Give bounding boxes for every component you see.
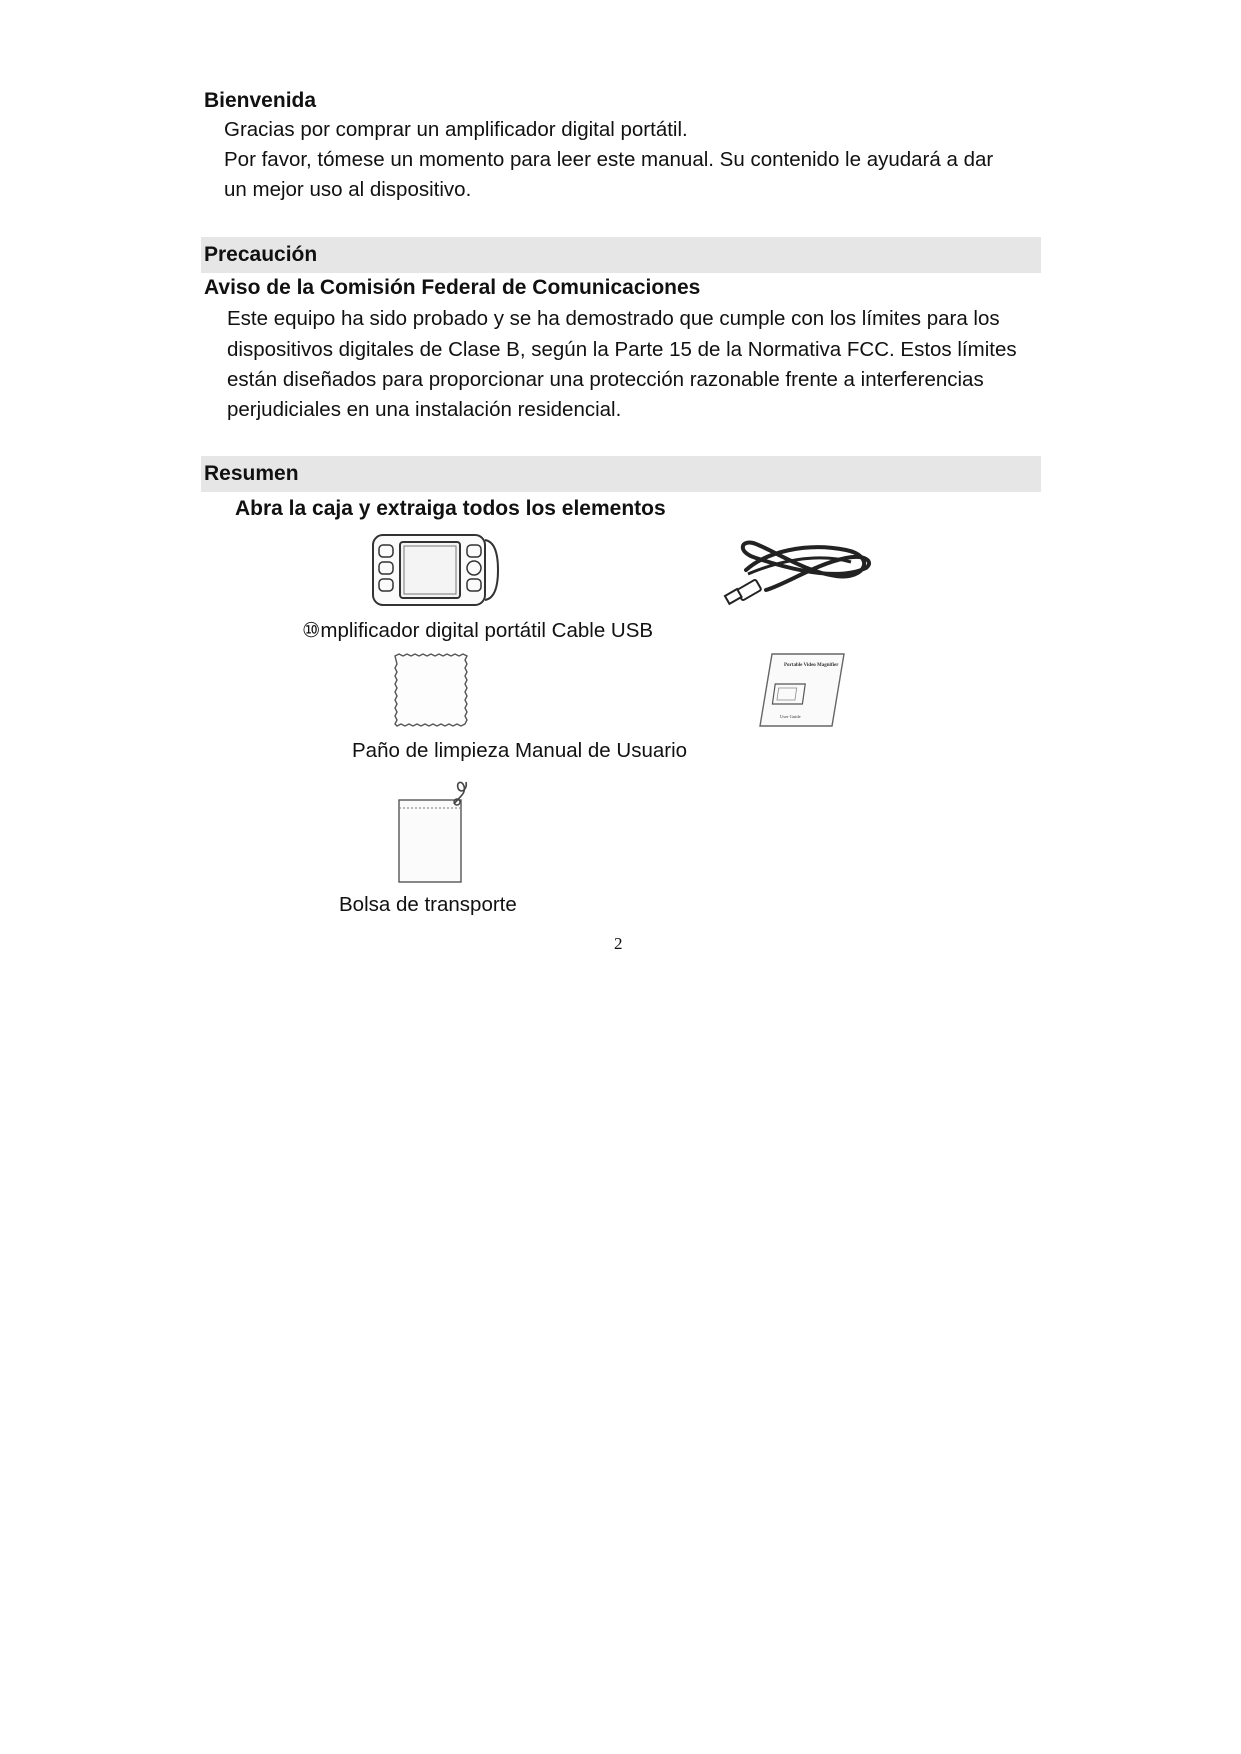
welcome-heading: Bienvenida <box>204 89 317 112</box>
welcome-line-3: un mejor uso al dispositivo. <box>224 178 472 201</box>
usb-cable-icon <box>726 532 876 607</box>
manual-cover-footer: User Guide <box>780 714 801 719</box>
fcc-line-2: dispositivos digitales de Clase B, según la Parte 15 de la Normativa FCC. Estos límites <box>227 338 1017 361</box>
fcc-line-1: Este equipo ha sido probado y se ha demostrado que cumple con los límites para los <box>227 307 1000 330</box>
row2-caption: Paño de limpieza Manual de Usuario <box>352 739 688 762</box>
welcome-line-2: Por favor, tómese un momento para leer este manual. Su contenido le ayudará a dar <box>224 148 994 171</box>
fcc-line-4: perjudiciales en una instalación residencial. <box>227 398 622 421</box>
fcc-notice-heading: Aviso de la Comisión Federal de Comunicaciones <box>204 276 701 299</box>
manual-cover-title: Portable Video Magnifier <box>784 663 839 668</box>
cleaning-cloth-icon <box>391 652 471 728</box>
magnifier-device-icon <box>370 532 500 608</box>
page-number: 2 <box>614 934 623 953</box>
welcome-line-1: Gracias por comprar un amplificador digital portátil. <box>224 118 688 141</box>
carrying-pouch-icon <box>394 778 480 886</box>
row3-caption: Bolsa de transporte <box>339 893 517 916</box>
fcc-line-3: están diseñados para proporcionar una protección razonable frente a interferencias <box>227 368 984 391</box>
user-manual-icon <box>758 650 846 730</box>
caution-heading-bar <box>201 237 1041 273</box>
unpack-instruction: Abra la caja y extraiga todos los elementos <box>235 497 666 520</box>
summary-heading: Resumen <box>204 462 299 485</box>
summary-heading-bar <box>201 456 1041 492</box>
row1-caption: ⑩mplificador digital portátil Cable USB <box>302 619 654 642</box>
caution-heading: Precaución <box>204 243 318 266</box>
